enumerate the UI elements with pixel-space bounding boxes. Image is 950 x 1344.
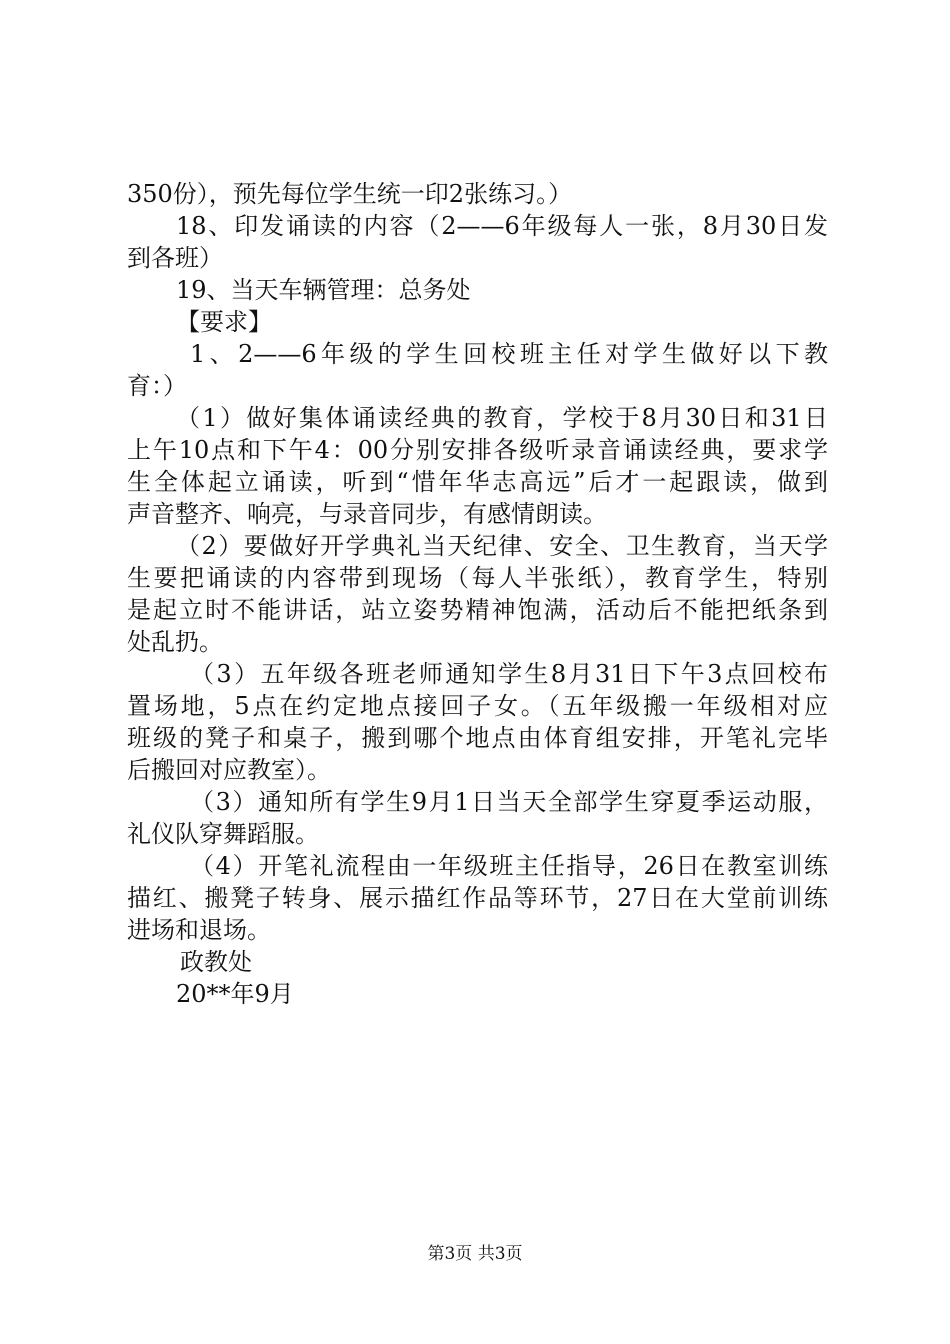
signature-department: 政教处	[180, 948, 252, 976]
page-footer: 第3页 共3页	[427, 1244, 523, 1264]
text-line-14: 是起立时不能讲话，站立姿势精神饱满，活动后不能把纸条到	[127, 596, 828, 624]
text-line-9: 上午10点和下午4：00分别安排各级听录音诵读经典，要求学	[127, 436, 828, 464]
text-line-16: （3）五年级各班老师通知学生8月31日下午3点回校布	[190, 660, 828, 688]
signature-date: 20**年9月	[176, 980, 294, 1008]
text-line-19: 后搬回对应教室）。	[127, 756, 331, 784]
text-line-8: （1）做好集体诵读经典的教育，学校于8月30日和31日	[176, 404, 828, 432]
text-line-2: 18、印发诵读的内容（2——6年级每人一张，8月30日发	[176, 212, 828, 240]
text-line-18: 班级的凳子和桌子，搬到哪个地点由体育组安排，开笔礼完毕	[127, 724, 828, 752]
text-line-11: 声音整齐、响亮，与录音同步，有感情朗读。	[127, 500, 607, 528]
text-line-4: 19、当天车辆管理：总务处	[176, 276, 471, 304]
text-line-7: 育：）	[127, 372, 187, 400]
text-line-1: 350份），预先每位学生统一印2张练习。）	[127, 180, 573, 208]
text-line-3: 到各班）	[127, 244, 223, 272]
text-line-22: （4）开笔礼流程由一年级班主任指导，26日在教室训练	[190, 852, 828, 880]
text-line-15: 处乱扔。	[127, 628, 223, 656]
text-line-20: （3）通知所有学生9月1日当天全部学生穿夏季运动服，	[190, 788, 828, 816]
text-line-24: 进场和退场。	[127, 916, 271, 944]
text-line-21: 礼仪队穿舞蹈服。	[127, 820, 319, 848]
text-line-13: 生要把诵读的内容带到现场（每人半张纸），教育学生，特别	[127, 564, 828, 592]
text-line-6: 1、2——6年级的学生回校班主任对学生做好以下教	[190, 340, 828, 368]
section-heading-requirements: 【要求】	[176, 308, 272, 336]
text-line-23: 描红、搬凳子转身、展示描红作品等环节，27日在大堂前训练	[127, 884, 828, 912]
text-line-12: （2）要做好开学典礼当天纪律、安全、卫生教育，当天学	[176, 532, 828, 560]
text-line-17: 置场地，5点在约定地点接回子女。（五年级搬一年级相对应	[127, 692, 828, 720]
text-line-10: 生全体起立诵读，听到“惜年华志高远”后才一起跟读，做到	[127, 468, 828, 496]
